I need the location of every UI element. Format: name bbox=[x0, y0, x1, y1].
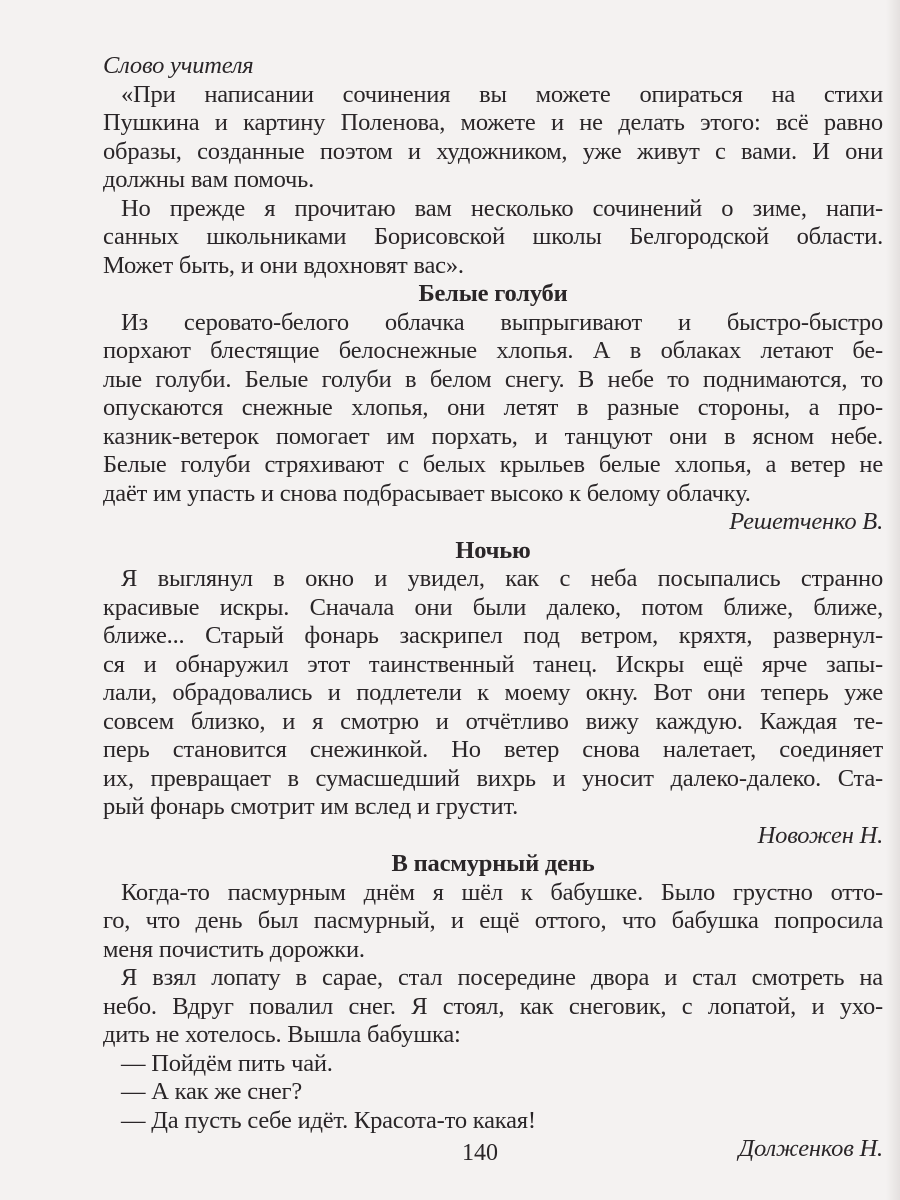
text-line: Я выглянул в окно и увидел, как с неба посыпались странно bbox=[121, 565, 883, 592]
text-line: образы, созданные поэтом и художником, уже живут с вами. И они bbox=[103, 137, 883, 165]
essay bbox=[103, 537, 883, 851]
text-line: лые голуби. Белые голуби в белом снегу. В небе то поднимаются, то bbox=[103, 365, 883, 393]
teacher-word-text bbox=[103, 81, 883, 281]
page-edge-shadow bbox=[886, 0, 900, 1200]
text-line: ся и обнаружил этот таинственный танец. Искры ещё ярче запы- bbox=[103, 650, 883, 678]
text-line: даёт им упасть и снова подбрасывает высоко к белому облачку. bbox=[103, 479, 751, 507]
text-line: лали, обрадовались и подлетели к моему окну. Вот они теперь уже bbox=[103, 679, 883, 706]
text-line: перь становится снежинкой. Но ветер снова налетает, соединяет bbox=[103, 736, 883, 763]
essay-author: Долженков Н. bbox=[738, 1135, 883, 1162]
text-line: опускаются снежные хлопья, они летят в разные стороны, а про- bbox=[103, 394, 883, 421]
teacher-word-label: Слово учителя bbox=[103, 52, 254, 79]
text-line: ближе... Старый фонарь заскрипел под ветром, кряхтя, развернул- bbox=[103, 622, 883, 649]
text-line: порхают блестящие белоснежные хлопья. А в облаках летают бе- bbox=[103, 337, 883, 364]
text-line: должны вам помочь. bbox=[103, 166, 315, 193]
text-line: Когда-то пасмурным днём я шёл к бабушке. Было грустно отто- bbox=[121, 878, 883, 906]
page-number: 140 bbox=[462, 1140, 498, 1166]
text-line: дить не хотелось. Вышла бабушка: bbox=[103, 1021, 461, 1048]
book-page bbox=[103, 52, 883, 1164]
text-line: Может быть, и они вдохновят вас». bbox=[103, 251, 464, 279]
text-line: совсем близко, и я смотрю и отчётливо вижу каждую. Каждая те- bbox=[103, 707, 883, 735]
text-line: санных школьниками Борисовской школы Белгородской области. bbox=[103, 223, 883, 250]
text-line: — А как же снег? bbox=[121, 1078, 303, 1105]
text-line: Белые голуби стряхивают с белых крыльев белые хлопья, а ветер не bbox=[103, 451, 883, 478]
text-line: Пушкина и картину Поленова, можете и не делать этого: всё равно bbox=[103, 109, 883, 136]
text-line: «При написании сочинения вы можете опираться на стихи bbox=[121, 80, 883, 108]
essay-title: Ночью bbox=[455, 536, 531, 564]
text-line: Из серовато-белого облачка выпрыгивают и быстро-быстро bbox=[121, 308, 883, 336]
essay bbox=[103, 850, 883, 1164]
text-line: меня почистить дорожки. bbox=[103, 935, 365, 963]
text-line: Я взял лопату в сарае, стал посередине двора и стал смотреть на bbox=[121, 964, 883, 991]
text-line: Но прежде я прочитаю вам несколько сочинений о зиме, напи- bbox=[121, 194, 883, 222]
text-line: — Пойдём пить чай. bbox=[121, 1049, 333, 1077]
text-line: их, превращает в сумасшедший вихрь и уносит далеко-далеко. Ста- bbox=[103, 764, 883, 792]
essay-title: В пасмурный день bbox=[391, 850, 595, 877]
essay bbox=[103, 280, 883, 537]
text-line: — Да пусть себе идёт. Красота-то какая! bbox=[121, 1106, 536, 1134]
essay-author: Новожен Н. bbox=[757, 821, 883, 849]
text-line: красивые искры. Сначала они были далеко, потом ближе, ближе, bbox=[103, 593, 883, 621]
essay-author: Решетченко В. bbox=[729, 508, 883, 535]
text-line: рый фонарь смотрит им вслед и грустит. bbox=[103, 793, 519, 820]
text-line: небо. Вдруг повалил снег. Я стоял, как снеговик, с лопатой, и ухо- bbox=[103, 992, 883, 1020]
essay-title: Белые голуби bbox=[418, 280, 568, 307]
text-line: казник-ветерок помогает им порхать, и танцуют они в ясном небе. bbox=[103, 422, 883, 450]
text-line: го, что день был пасмурный, и ещё оттого, что бабушка попросила bbox=[103, 907, 883, 934]
essays bbox=[103, 280, 883, 1164]
